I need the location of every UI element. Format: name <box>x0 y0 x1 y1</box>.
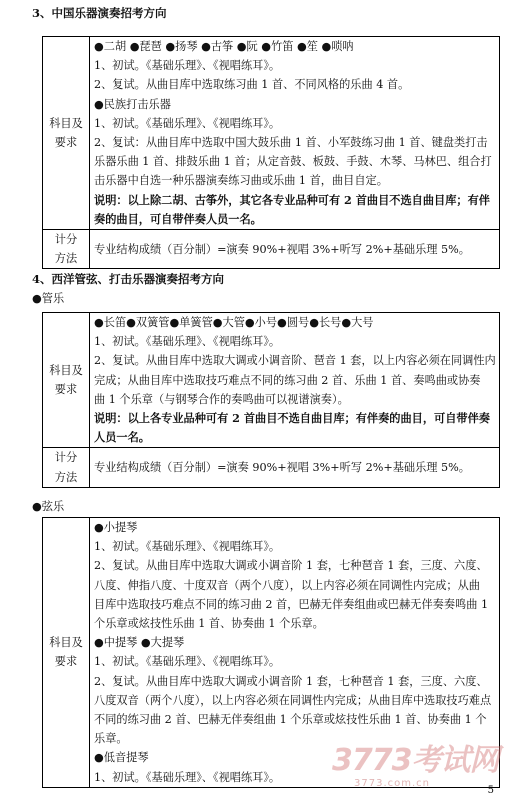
row-label-line: 方法 <box>54 470 78 484</box>
row-label-line: 科目及 <box>49 636 83 650</box>
row-label-line: 科目及 <box>49 116 83 130</box>
content-line: 1、初试。《基础乐理》、《视唱练耳》。 <box>94 770 281 784</box>
row-label-line: 要求 <box>54 655 78 669</box>
string-subheading: ●弦乐 <box>32 500 65 513</box>
content-line: 奏的曲目，可自带伴奏人员一名。 <box>94 211 262 226</box>
content-line: 曲 1 个乐章（与钢琴合作的奏鸣曲可以视谱演奏）。 <box>94 392 349 406</box>
content-line: 目库中选取技巧难点不同的练习曲 2 首，巴赫无伴奏组曲或巴赫无伴奏奏鸣曲 1 <box>94 597 489 611</box>
row-label <box>43 313 90 448</box>
content-line: 完成；从曲目库中选取技巧难点不同的练习曲 2 首、乐曲 1 首、奏鸣曲或协奏 <box>94 373 481 387</box>
row-label <box>43 37 90 230</box>
row-label-line: 科目及 <box>49 364 83 377</box>
content-line: 说明：以上除二胡、古筝外，其它各专业品种可有 2 首曲目不选自曲目库；有伴 <box>94 192 490 207</box>
section-3-heading: 3、中国乐器演奏招考方向 <box>32 6 167 20</box>
wind-table <box>42 312 500 488</box>
wind-subheading: ●管乐 <box>32 292 65 305</box>
row-content <box>90 313 500 448</box>
content-line: 说明：以上各专业品种可有 2 首曲目不选自曲目库；有伴奏的曲目，可自带伴奏 <box>94 411 490 426</box>
row-label-line: 计分 <box>54 233 78 247</box>
content-line: 八度、伸指八度、十度双音（两个八度），以上内容必须在同调性内完成；从曲 <box>94 578 480 592</box>
page-number: 5 <box>487 785 494 796</box>
watermark-url: 3773.com.cn <box>354 778 430 789</box>
content-line: ●中提琴 ●大提琴 <box>94 636 185 650</box>
content-line: 2、复试。从曲目库中选取大调或小调音阶、琶音 1 套，以上内容必须在同调性内 <box>94 354 496 368</box>
content-line: 八度双音（两个八度），以上内容必须在同调性内完成；从曲目库中选取技巧难点 <box>94 693 492 707</box>
section-3-table <box>42 36 500 269</box>
table-row <box>43 37 500 230</box>
row-label-line: 要求 <box>54 383 78 397</box>
row-label <box>43 518 90 788</box>
content-line: 1、初试。《基础乐理》、《视唱练耳》。 <box>94 59 281 73</box>
content-line: 1、初试。《基础乐理》、《视唱练耳》。 <box>94 335 281 349</box>
table-row <box>43 448 500 487</box>
section-4-heading: 4、西洋管弦、打击乐器演奏招考方向 <box>32 272 224 286</box>
site-watermark <box>332 744 512 796</box>
content-line: 不同的练习曲 2 首、巴赫无伴奏组曲 1 个乐章或炫技性乐曲 1 首、协奏曲 1 个 <box>94 713 487 727</box>
row-content <box>90 230 500 269</box>
content-line: 个乐章或炫技性乐曲 1 首、协奏曲 1 个乐章。 <box>94 617 324 631</box>
content-line: 1、初试。《基础乐理》、《视唱练耳》。 <box>94 655 281 669</box>
content-line: ●长笛●双簧管●单簧管●大管●小号●圆号●长号●大号 <box>94 316 374 329</box>
content-line: 1、初试。《基础乐理》、《视唱练耳》。 <box>94 116 281 130</box>
table-row <box>43 313 500 448</box>
row-label <box>43 448 90 487</box>
content-line: 人员一名。 <box>94 430 150 445</box>
row-label-line: 方法 <box>54 252 78 266</box>
content-line: ●二胡 ●琵琶 ●扬琴 ●古筝 ●阮 ●竹笛 ●笙 ●唢呐 <box>94 40 354 53</box>
content-line: 乐器乐曲 1 首、排鼓乐曲 1 首；从定音鼓、板鼓、手鼓、木琴、马林巴、组合打 <box>94 155 492 169</box>
content-line: 乐章。 <box>94 732 128 746</box>
content-line: 2、复试：从曲目库中选取中国大鼓乐曲 1 首、小军鼓练习曲 1 首、键盘类打击 <box>94 136 488 150</box>
watermark-logo-text: 3773考试网 <box>332 743 499 778</box>
content-line: 2、复试。从曲目库中选取大调或小调音阶 1 套，七种琶音 1 套，三度、六度、 <box>94 674 488 688</box>
content-line: ●小提琴 <box>94 521 138 534</box>
row-content <box>90 448 500 487</box>
row-label-line: 要求 <box>54 136 78 150</box>
row-label-line: 计分 <box>54 451 78 465</box>
content-line: ●低音提琴 <box>94 751 149 765</box>
content-line: 2、复试。从曲目库中选取练习曲 1 首、不同风格的乐曲 4 首。 <box>94 78 410 92</box>
content-line: ●民族打击乐器 <box>94 97 171 111</box>
content-line: 1、初试。《基础乐理》、《视唱练耳》。 <box>94 540 281 554</box>
row-label <box>43 230 90 269</box>
table-row <box>43 230 500 269</box>
content-line: 2、复试。从曲目库中选取大调或小调音阶 1 套，七种琶音 1 套，三度、六度、 <box>94 559 488 573</box>
row-content <box>90 37 500 230</box>
scoring-text: 专业结构成绩（百分制）=演奏 90%+视唱 3%+听写 2%+基础乐理 5%。 <box>94 242 470 256</box>
content-line: 击乐器中自选一种乐器演奏练习曲或乐曲 1 首，曲目自定。 <box>94 174 388 188</box>
scoring-text: 专业结构成绩（百分制）=演奏 90%+视唱 3%+听写 2%+基础乐理 5%。 <box>94 461 470 475</box>
